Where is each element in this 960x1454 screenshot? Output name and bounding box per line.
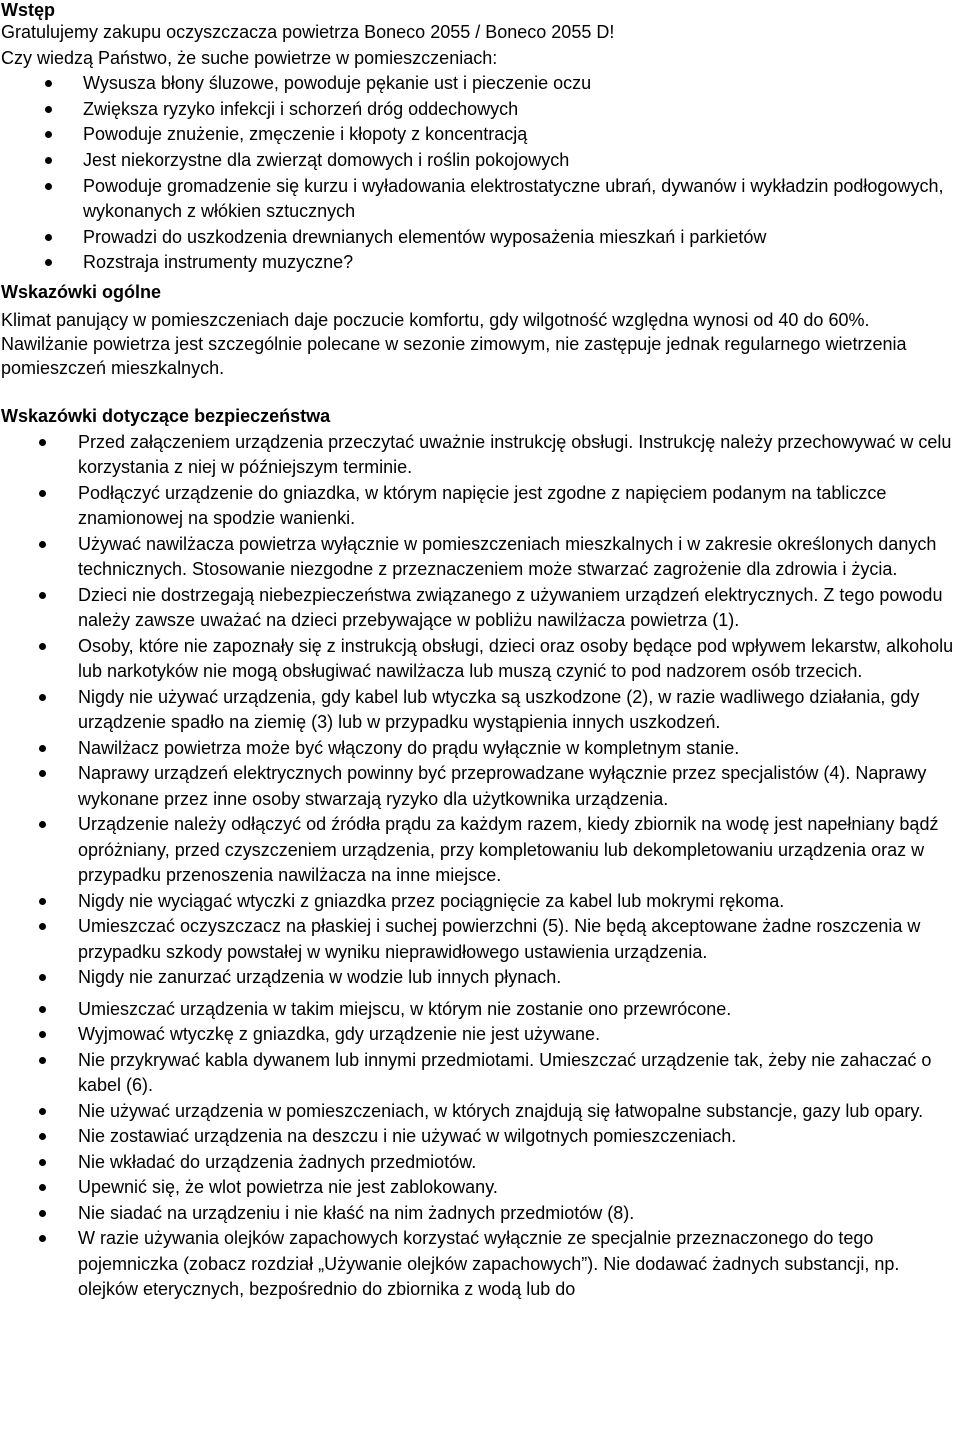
bullet-icon — [45, 183, 52, 190]
bullet-icon — [39, 1006, 46, 1013]
list-item: Nigdy nie używać urządzenia, gdy kabel lub wtyczka są uszkodzone (2), w razie wadliwego działania, gdy urządzenie spadło na ziemię (3) lub w przypadku wystąpienia innych uszkodzeń. — [1, 685, 954, 736]
list-item: Upewnić się, że wlot powietrza nie jest zablokowany. — [1, 1175, 954, 1201]
bullet-icon — [45, 157, 52, 164]
list-item: Przed załączeniem urządzenia przeczytać uważnie instrukcję obsługi. Instrukcję należy przechowywać w celu korzystania z niej w późniejszym terminie. — [1, 430, 954, 481]
bullet-icon — [39, 974, 46, 981]
list-item: W razie używania olejków zapachowych korzystać wyłącznie ze specjalnie przeznaczonego do tego pojemniczka (zobacz rozdział „Używanie olejków zapachowych”). Nie dodawać żadnych substancji, np. olejków eterycznych, bezpośrednio do zbiornika z wodą lub do — [1, 1226, 954, 1303]
general-heading: Wskazówki ogólne — [1, 281, 162, 302]
list-item: Dzieci nie dostrzegają niebezpieczeństwa związanego z używaniem urządzeń elektrycznych. Z tego powodu należy zawsze uważać na dzieci przebywające w pobliżu nawilżacza powietrza (1). — [1, 583, 954, 634]
bullet-icon — [39, 745, 46, 752]
bullet-icon — [39, 541, 46, 548]
intro-line-2: Czy wiedzą Państwo, że suche powietrze w pomieszczeniach: — [1, 47, 498, 68]
list-item: Powoduje gromadzenie się kurzu i wyładowania elektrostatyczne ubrań, dywanów i wykładzin podłogowych, wykonanych z włókien sztucznych — [1, 174, 954, 225]
list-item: Nie przykrywać kabla dywanem lub innymi przedmiotami. Umieszczać urządzenie tak, żeby nie zahaczać o kabel (6). — [1, 1048, 954, 1099]
bullet-icon — [39, 1031, 46, 1038]
list-item: Nie wkładać do urządzenia żadnych przedmiotów. — [1, 1150, 954, 1176]
bullet-icon — [39, 1159, 46, 1166]
safety-heading: Wskazówki dotyczące bezpieczeństwa — [1, 405, 331, 426]
intro-line-1: Gratulujemy zakupu oczyszczacza powietrza Boneco 2055 / Boneco 2055 D! — [1, 22, 615, 42]
bullet-icon — [39, 592, 46, 599]
list-item: Wyjmować wtyczkę z gniazdka, gdy urządzenie nie jest używane. — [1, 1022, 954, 1048]
list-item: Nawilżacz powietrza może być włączony do prądu wyłącznie w kompletnym stanie. — [1, 736, 954, 762]
bullet-icon — [39, 821, 46, 828]
list-item: Powoduje znużenie, zmęczenie i kłopoty z koncentracją — [1, 122, 954, 148]
bullet-icon — [39, 643, 46, 650]
bullet-icon — [45, 106, 52, 113]
bullet-icon — [39, 898, 46, 905]
list-item: Rozstraja instrumenty muzyczne? — [1, 250, 954, 276]
list-item: Umieszczać urządzenia w takim miejscu, w którym nie zostanie ono przewrócone. — [1, 997, 954, 1023]
bullet-icon — [39, 1235, 46, 1242]
bullet-icon — [39, 1210, 46, 1217]
bullet-icon — [45, 234, 52, 241]
bullet-icon — [45, 131, 52, 138]
bullet-icon — [39, 439, 46, 446]
list-item: Umieszczać oczyszczacz na płaskiej i suchej powierzchni (5). Nie będą akceptowane żadne roszczenia w przypadku szkody powstałej w wyniku nieprawidłowego ustawienia urządzenia. — [1, 914, 954, 965]
intro-list — [1, 71, 954, 276]
list-item: Urządzenie należy odłączyć od źródła prądu za każdym razem, kiedy zbiornik na wodę jest napełniany bądź opróżniany, przed czyszczeniem urządzenia, przy kompletowaniu lub dekompletowaniu urządzenia oraz w przypadku przenoszenia nawilżacza na inne miejsce. — [1, 812, 954, 889]
list-item: Jest niekorzystne dla zwierząt domowych i roślin pokojowych — [1, 148, 954, 174]
list-item: Nigdy nie wyciągać wtyczki z gniazdka przez pociągnięcie za kabel lub mokrymi rękoma. — [1, 889, 954, 915]
list-item: Używać nawilżacza powietrza wyłącznie w pomieszczeniach mieszkalnych i w zakresie określonych danych technicznych. Stosowanie niezgodne z przeznaczeniem może stwarzać zagrożenie dla zdrowia i życia. — [1, 532, 954, 583]
bullet-icon — [39, 1057, 46, 1064]
list-item: Prowadzi do uszkodzenia drewnianych elementów wyposażenia mieszkań i parkietów — [1, 225, 954, 251]
list-item: Nie używać urządzenia w pomieszczeniach, w których znajdują się łatwopalne substancje, gazy lub opary. — [1, 1099, 954, 1125]
intro-heading: Wstęp — [1, 0, 55, 20]
list-item: Zwiększa ryzyko infekcji i schorzeń dróg oddechowych — [1, 97, 954, 123]
general-text: Klimat panujący w pomieszczeniach daje poczucie komfortu, gdy wilgotność względna wynosi od 40 do 60%. Nawilżanie powietrza jest szczególnie polecane w sezonie zimowym, nie zastępuje jednak regularnego wietrzenia pomieszczeń mieszkalnych. — [1, 309, 907, 378]
bullet-icon — [39, 1184, 46, 1191]
list-item: Nie zostawiać urządzenia na deszczu i nie używać w wilgotnych pomieszczeniach. — [1, 1124, 954, 1150]
bullet-icon — [39, 1133, 46, 1140]
bullet-icon — [39, 1108, 46, 1115]
bullet-icon — [39, 923, 46, 930]
bullet-icon — [39, 490, 46, 497]
list-item: Podłączyć urządzenie do gniazdka, w którym napięcie jest zgodne z napięciem podanym na tabliczce znamionowej na spodzie wanienki. — [1, 481, 954, 532]
safety-list — [1, 430, 954, 1303]
list-item: Wysusza błony śluzowe, powoduje pękanie ust i pieczenie oczu — [1, 71, 954, 97]
bullet-icon — [39, 770, 46, 777]
bullet-icon — [45, 259, 52, 266]
list-item: Nigdy nie zanurzać urządzenia w wodzie lub innych płynach. — [1, 965, 954, 991]
list-item: Osoby, które nie zapoznały się z instrukcją obsługi, dzieci oraz osoby będące pod wpływem lekarstw, alkoholu lub narkotyków nie mogą obsługiwać nawilżacza lub muszą czynić to pod nadzorem osób trzecich. — [1, 634, 954, 685]
bullet-icon — [45, 80, 52, 87]
list-item: Nie siadać na urządzeniu i nie kłaść na nim żadnych przedmiotów (8). — [1, 1201, 954, 1227]
list-item: Naprawy urządzeń elektrycznych powinny być przeprowadzane wyłącznie przez specjalistów (4). Naprawy wykonane przez inne osoby stwarzają ryzyko dla użytkownika urządzenia. — [1, 761, 954, 812]
bullet-icon — [39, 694, 46, 701]
